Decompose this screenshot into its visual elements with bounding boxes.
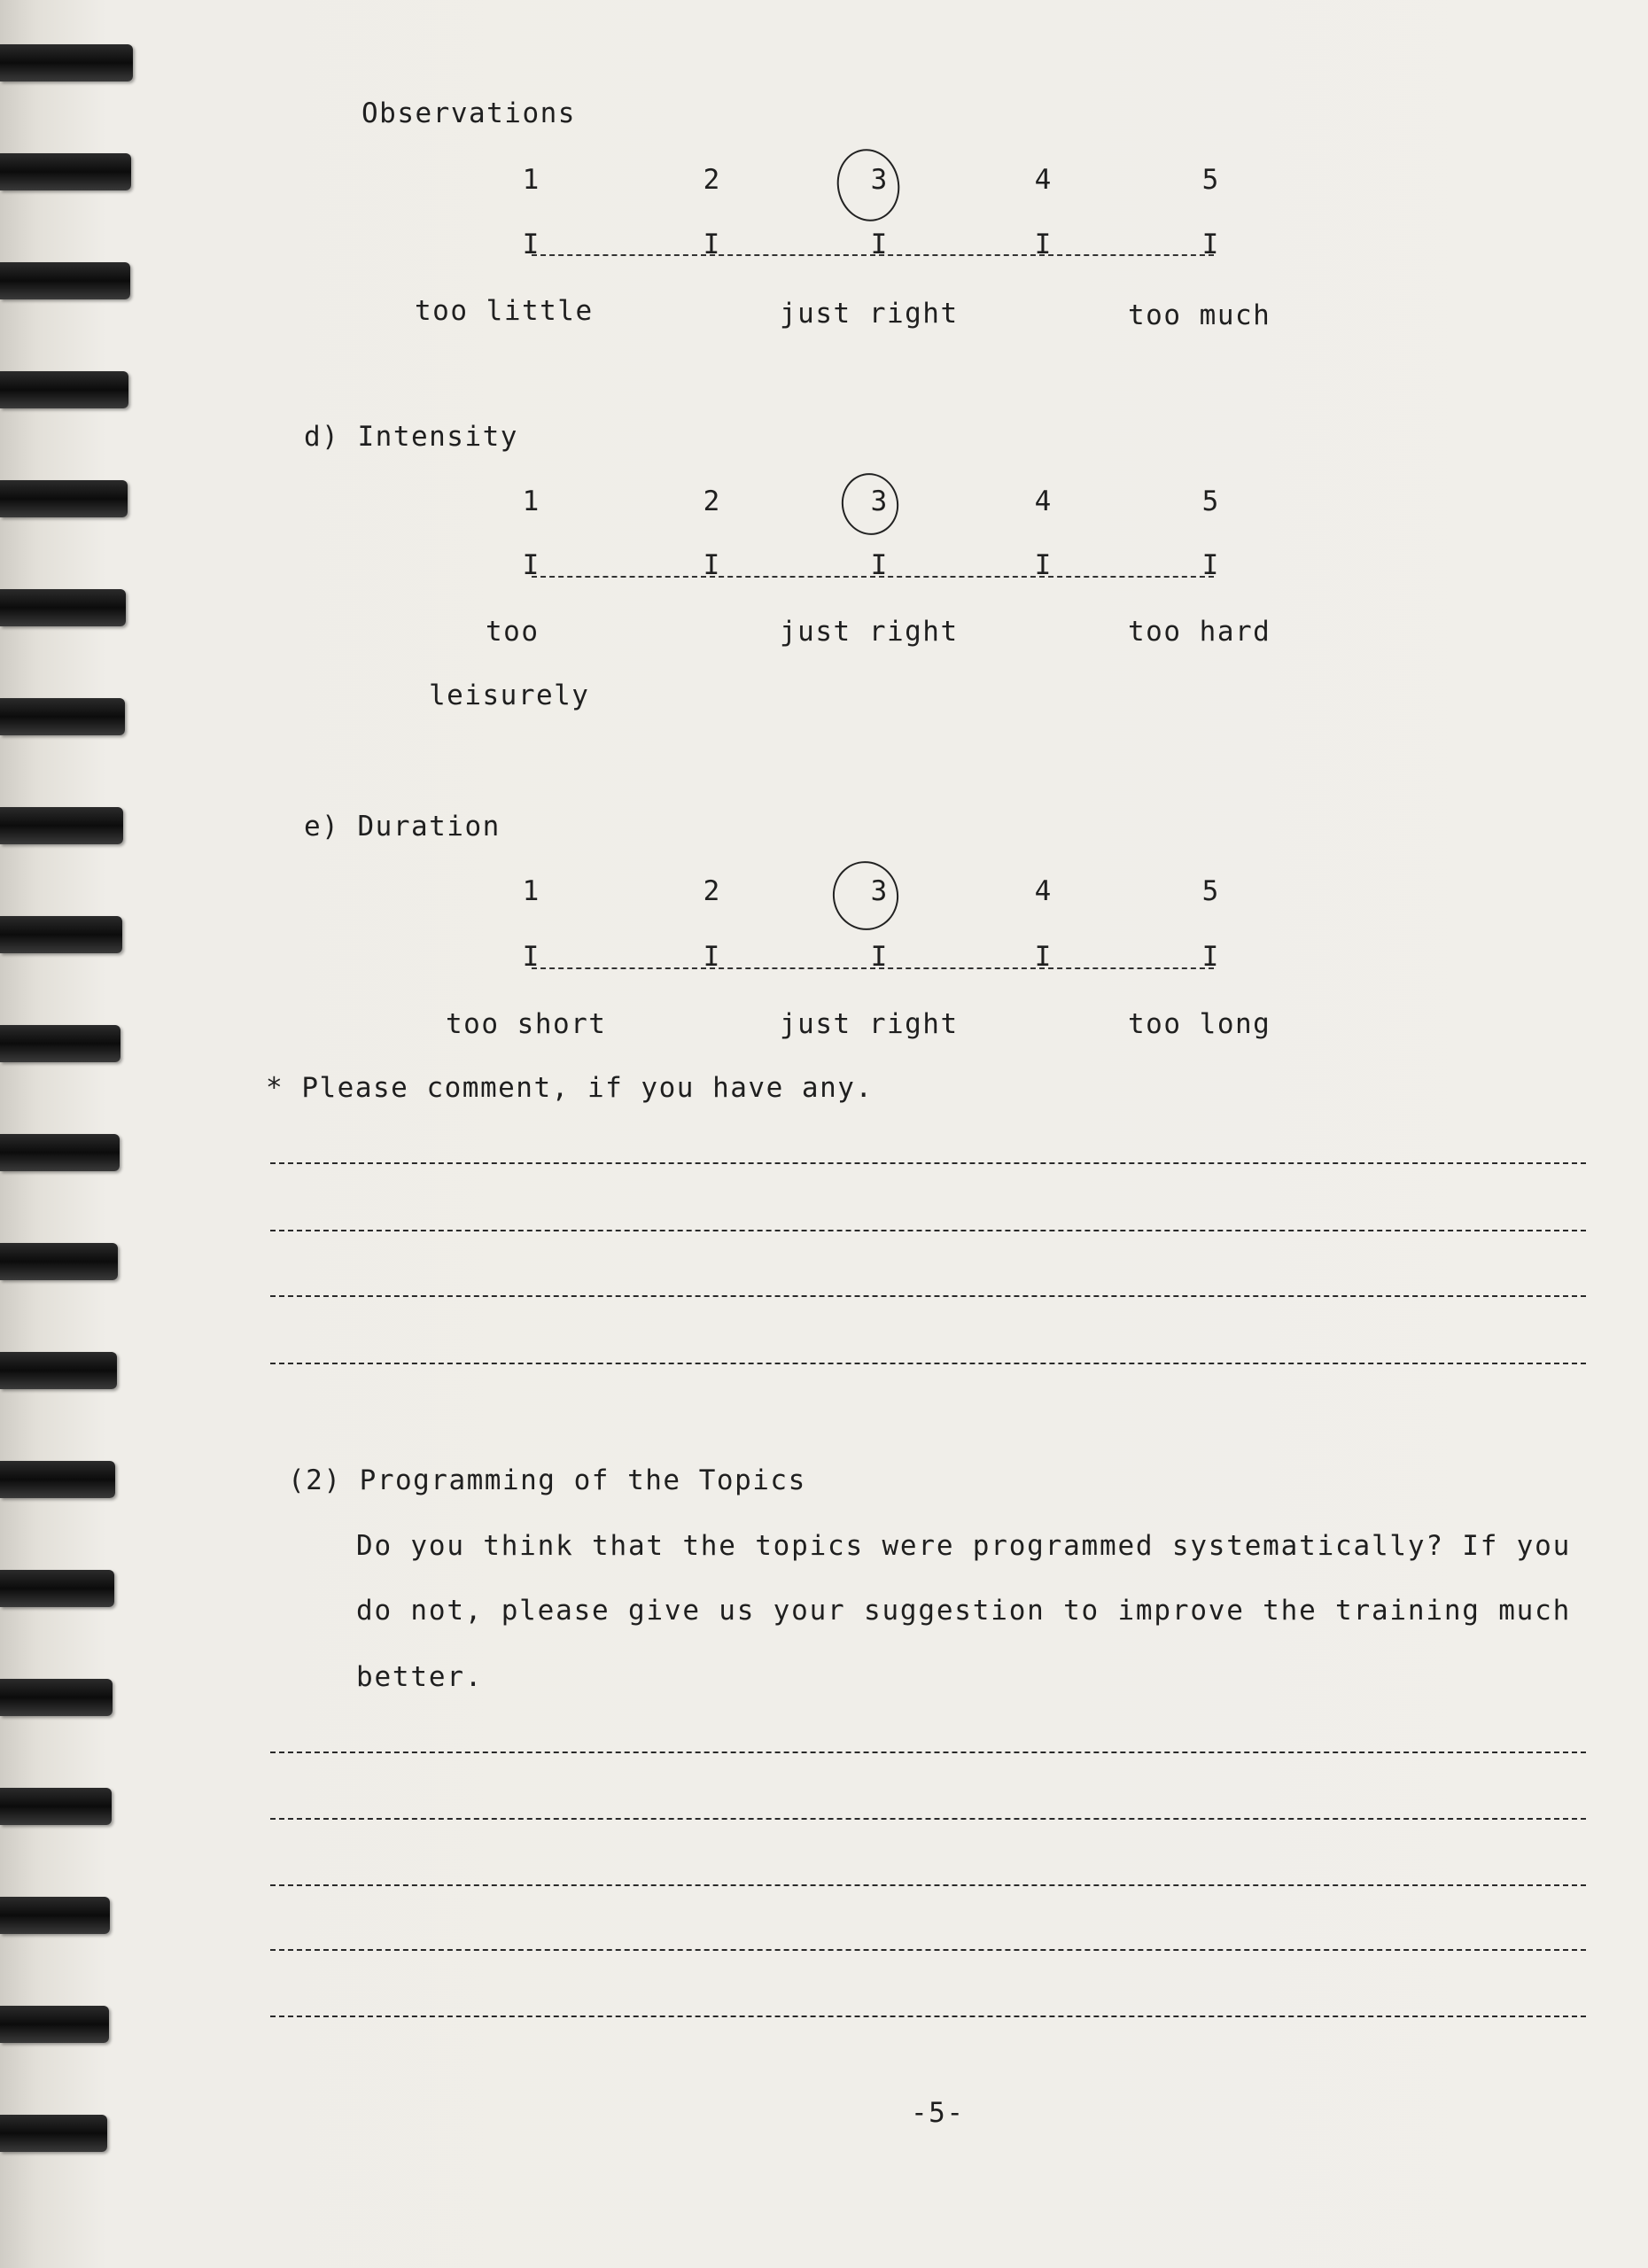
scale-tick: I <box>522 549 540 581</box>
scale-tick: I <box>1201 941 1219 973</box>
scale-number-1: 1 <box>522 485 540 517</box>
comment-answer-line[interactable] <box>270 1162 1586 1164</box>
scale-tick: I <box>522 941 540 973</box>
scale-number-4: 4 <box>1034 485 1052 517</box>
scale-number-3: 3 <box>870 485 888 517</box>
label-too-much: too much <box>1128 299 1271 331</box>
scale-number-4: 4 <box>1034 164 1052 196</box>
programming-question-line: Do you think that the topics were programmed systematically? If you <box>356 1530 1572 1562</box>
scale-number-2: 2 <box>703 164 720 196</box>
label-just-right: just right <box>780 1008 959 1040</box>
suggestion-answer-line[interactable] <box>270 1884 1586 1886</box>
binding-coil <box>0 1243 118 1280</box>
binding-coil <box>0 1352 117 1389</box>
binding-coil <box>0 262 130 299</box>
scale-number-5: 5 <box>1201 164 1219 196</box>
scale-tick: I <box>522 229 540 260</box>
binding-coil <box>0 371 128 408</box>
binding-coil <box>0 698 125 735</box>
comment-answer-line[interactable] <box>270 1230 1586 1231</box>
binding-coil <box>0 807 123 844</box>
scale-number-3: 3 <box>870 875 888 907</box>
binding-coil <box>0 916 122 953</box>
scale-number-5: 5 <box>1201 875 1219 907</box>
binding-coil <box>0 1788 112 1825</box>
duration-heading: e) Duration <box>304 811 501 843</box>
binding-coil <box>0 1570 114 1607</box>
scale-tick: I <box>703 229 720 260</box>
scale-number-4: 4 <box>1034 875 1052 907</box>
programming-question-line: do not, please give us your suggestion to improve the training much <box>356 1595 1572 1627</box>
binding-coil <box>0 2115 107 2152</box>
suggestion-answer-line[interactable] <box>270 1949 1586 1951</box>
binding-coil <box>0 1134 120 1171</box>
comment-answer-line[interactable] <box>270 1363 1586 1364</box>
scale-tick: I <box>703 549 720 581</box>
scale-number-5: 5 <box>1201 485 1219 517</box>
label-too-long: too long <box>1128 1008 1271 1040</box>
programming-question-line: better. <box>356 1661 484 1693</box>
comment-prompt: * Please comment, if you have any. <box>266 1072 874 1104</box>
spiral-binding <box>0 0 142 2268</box>
label-just-right: just right <box>780 616 959 648</box>
label-too: too <box>486 616 540 648</box>
label-just-right: just right <box>780 298 959 330</box>
binding-coil <box>0 1679 113 1716</box>
suggestion-answer-line[interactable] <box>270 2016 1586 2017</box>
intensity-heading: d) Intensity <box>304 421 518 453</box>
scale-number-2: 2 <box>703 485 720 517</box>
comment-answer-line[interactable] <box>270 1295 1586 1297</box>
scale-tick: I <box>870 549 888 581</box>
page-number: -5- <box>911 2097 965 2129</box>
scale-number-2: 2 <box>703 875 720 907</box>
label-too-short: too short <box>446 1008 607 1040</box>
binding-coil <box>0 44 133 82</box>
binding-coil <box>0 480 128 517</box>
scale-number-3: 3 <box>870 164 888 196</box>
suggestion-answer-line[interactable] <box>270 1818 1586 1820</box>
scale-number-1: 1 <box>522 875 540 907</box>
binding-coil <box>0 1897 110 1934</box>
observations-heading: Observations <box>361 97 576 129</box>
binding-coil <box>0 2006 109 2043</box>
scale-tick: I <box>1201 229 1219 260</box>
label-too-hard: too hard <box>1128 616 1271 648</box>
scale-tick: I <box>703 941 720 973</box>
scale-tick: I <box>870 941 888 973</box>
scale-tick: I <box>1034 229 1052 260</box>
binding-coil <box>0 1461 115 1498</box>
programming-heading: (2) Programming of the Topics <box>288 1464 806 1496</box>
scale-tick: I <box>1034 941 1052 973</box>
binding-coil <box>0 153 131 190</box>
binding-coil <box>0 589 126 626</box>
scale-number-1: 1 <box>522 164 540 196</box>
scale-tick: I <box>1034 549 1052 581</box>
scale-tick: I <box>1201 549 1219 581</box>
binding-coil <box>0 1025 120 1062</box>
label-leisurely: leisurely <box>429 680 590 711</box>
suggestion-answer-line[interactable] <box>270 1751 1586 1753</box>
label-too-little: too little <box>415 295 594 327</box>
scale-tick: I <box>870 229 888 260</box>
